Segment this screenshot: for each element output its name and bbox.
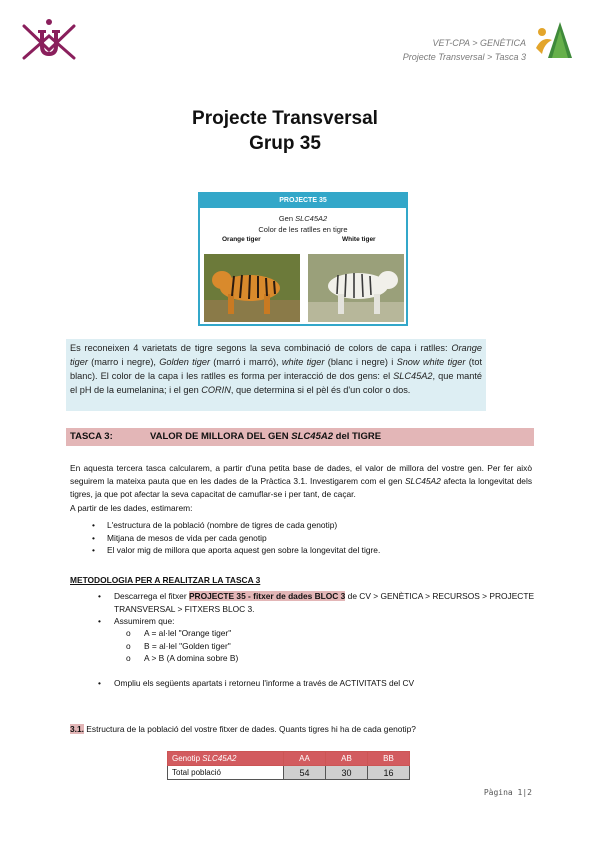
list-item: • Mitjana de mesos de vida per cada genotip (92, 532, 380, 545)
university-logo (18, 16, 80, 68)
figure-gene-line (200, 213, 406, 224)
download-prefix: Descarrega el fitxer (114, 591, 189, 601)
task-heading (66, 428, 534, 446)
white-tiger-label: White tiger (342, 236, 376, 243)
task-title-gene: SLC45A2 (291, 431, 333, 442)
fill-instruction: • Ompliu els següents apartats i retorneu l'informe a través de ACTIVITATS del CV (98, 678, 414, 688)
genotype-table (167, 751, 410, 780)
variety-golden: Golden tiger (159, 357, 211, 367)
header-line-section: Projecte Transversal > Tasca 3 (402, 52, 526, 62)
download-instruction (98, 590, 538, 615)
methodology-list (98, 590, 538, 628)
table-header-label (168, 752, 284, 766)
task-description-b: afecta la longevitat dels tigres, ja que pot afectar la seva capacitat de camuflar-se i per tant, de caçar. (70, 476, 533, 499)
column-header: AB (326, 752, 368, 766)
figure-gene-prefix: Gen (278, 214, 296, 223)
row-label: Total població (168, 766, 284, 780)
estimates-intro: A partir de les dades, estimarem: (70, 503, 193, 513)
intro-text-1: Es reconeixen 4 varietats de tigre segons la seva combinació de colors de capa i ratlles: (70, 343, 452, 353)
figure-header: PROJECTE 35 (200, 194, 406, 208)
count-ab-cell[interactable]: 30 (326, 766, 368, 780)
table-header-row (168, 752, 410, 766)
gene-slc45a2: SLC45A2 (393, 371, 433, 381)
download-suffix: de CV > GENÈTICA > RECURSOS > PROJECTE TRANSVERSAL > FITXERS BLOC 3. (114, 591, 535, 614)
list-item: • El valor mig de millora que aporta aquest gen sobre la longevitat del tigre. (92, 544, 380, 557)
tiger-figure (198, 192, 408, 326)
question-3-1 (70, 724, 416, 734)
assume-label: • Assumirem que: (98, 615, 538, 628)
white-tiger-photo (308, 254, 404, 322)
intro-text-5: (tot blanc). El color de la capa i les ratlles es forma per interacció de dos gens: el (70, 357, 482, 381)
variety-snow-white: Snow white tiger (396, 357, 466, 367)
header-breadcrumb (403, 36, 526, 64)
figure-labels (200, 235, 406, 245)
variety-white: white tiger (281, 357, 325, 367)
orange-tiger-label: Orange tiger (222, 236, 261, 243)
question-number: 3.1. (70, 724, 84, 734)
list-item: • L'estructura de la població (nombre de tigres de cada genotip) (92, 519, 380, 532)
figure-caption: Color de les ratlles en tigre (258, 225, 348, 234)
data-file-link[interactable]: PROJECTE 35 - fitxer de dades BLOC 3 (188, 591, 346, 601)
page-number: Pàgina 1|2 (483, 788, 532, 797)
list-item: o A > B (A domina sobre B) (126, 652, 238, 665)
question-text: Estructura de la població del vostre fitxer de dades. Quants tigres hi ha de cada genotip? (83, 724, 416, 734)
group-title: Grup 35 (249, 133, 321, 154)
intro-text-7: , que determina si el pèl és d'un color o dos. (230, 385, 411, 395)
page-title: Projecte Transversal (192, 108, 378, 129)
column-header: AA (284, 752, 326, 766)
count-bb-cell[interactable]: 16 (368, 766, 410, 780)
task-description-a: En aquesta tercera tasca calcularem, a partir d'una petita base de dades, el valor de millora del vostre gen. Per fer això seguirem la mateixa pauta que en les dades de la Pràctica 3.1. Investigarem com el gen (70, 463, 532, 486)
gene-corin: CORIN (201, 385, 231, 395)
fill-instruction-list (98, 678, 414, 688)
task-description (70, 462, 532, 501)
methodology-heading: METODOLOGIA PER A REALITZAR LA TASCA 3 (70, 575, 261, 585)
orange-tiger-photo (204, 254, 300, 322)
table-row (168, 766, 410, 780)
figure-gene-name: SLC45A2 (295, 214, 328, 223)
intro-text-4: (blanc i negre) i (324, 357, 397, 367)
list-item: o B = al·lel "Golden tiger" (126, 640, 238, 653)
tree-logo (532, 18, 580, 62)
task-title-suffix: del TIGRE (333, 431, 382, 442)
task-description-gene: SLC45A2 (404, 476, 441, 486)
count-aa-cell[interactable]: 54 (284, 766, 326, 780)
header-line-course: VET-CPA > GENÈTICA (432, 38, 526, 48)
task-title (150, 428, 381, 446)
header-gene: SLC45A2 (202, 754, 237, 763)
header-prefix: Genotip (172, 754, 203, 763)
task-title-prefix: VALOR DE MILLORA DEL GEN (150, 431, 292, 442)
intro-text-3: (marró i marró), (210, 357, 282, 367)
variety-orange: Orange tiger (70, 343, 482, 367)
task-label: TASCA 3: (70, 431, 113, 442)
intro-text-2: (marro i negre), (87, 357, 160, 367)
intro-text-6: , que manté el pH de la eumelanina; i el gen (70, 371, 482, 395)
column-header: BB (368, 752, 410, 766)
assumptions-list (126, 627, 238, 665)
intro-paragraph (66, 339, 486, 411)
list-item: o A = al·lel "Orange tiger" (126, 627, 238, 640)
estimates-list (92, 519, 380, 557)
